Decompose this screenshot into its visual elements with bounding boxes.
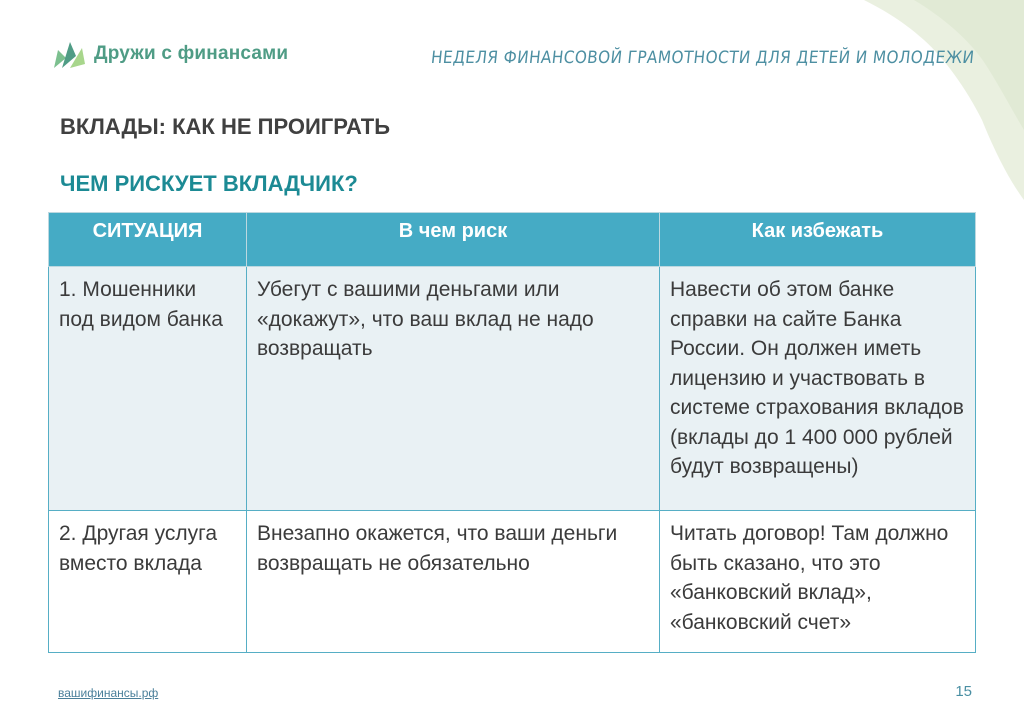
- decorative-brush-stroke: [804, 0, 1024, 200]
- page-title: ВКЛАДЫ: КАК НЕ ПРОИГРАТЬ: [60, 114, 391, 139]
- page-number: 15: [955, 683, 972, 700]
- risk-table: [48, 212, 976, 653]
- header-risk: В чем риск: [247, 213, 660, 267]
- cell-risk: Убегут с вашими деньгами или «докажут», что ваш вклад не надо возвращать: [247, 267, 660, 511]
- header-avoid: Как избежать: [660, 213, 976, 267]
- table-row: [49, 511, 976, 653]
- brand-logo: [52, 38, 288, 70]
- cell-situation: 1. Мошенники под видом банка: [49, 267, 247, 511]
- table-header-row: [49, 213, 976, 267]
- table-row: [49, 267, 976, 511]
- footer-website-link[interactable]: вашифинансы.рф: [58, 686, 159, 700]
- header-situation: СИТУАЦИЯ: [49, 213, 247, 267]
- header-slogan: НЕДЕЛЯ ФИНАНСОВОЙ ГРАМОТНОСТИ ДЛЯ ДЕТЕЙ И МОЛОДЕЖИ: [429, 48, 976, 68]
- cell-avoid: Навести об этом банке справки на сайте Банка России. Он должен иметь лицензию и участвовать в системе страхования вкладов (вклады до 1 400 000 рублей будут возвращены): [660, 267, 976, 511]
- cell-avoid: Читать договор! Там должно быть сказано, что это «банковский вклад», «банковский счет»: [660, 511, 976, 653]
- logo-text: Дружи с финансами: [94, 43, 289, 64]
- section-title: ЧЕМ РИСКУЕТ ВКЛАДЧИК?: [60, 171, 358, 196]
- logo-leaf-icon: [52, 38, 86, 70]
- cell-risk: Внезапно окажется, что ваши деньги возвращать не обязательно: [247, 511, 660, 653]
- cell-situation: 2. Другая услуга вместо вклада: [49, 511, 247, 653]
